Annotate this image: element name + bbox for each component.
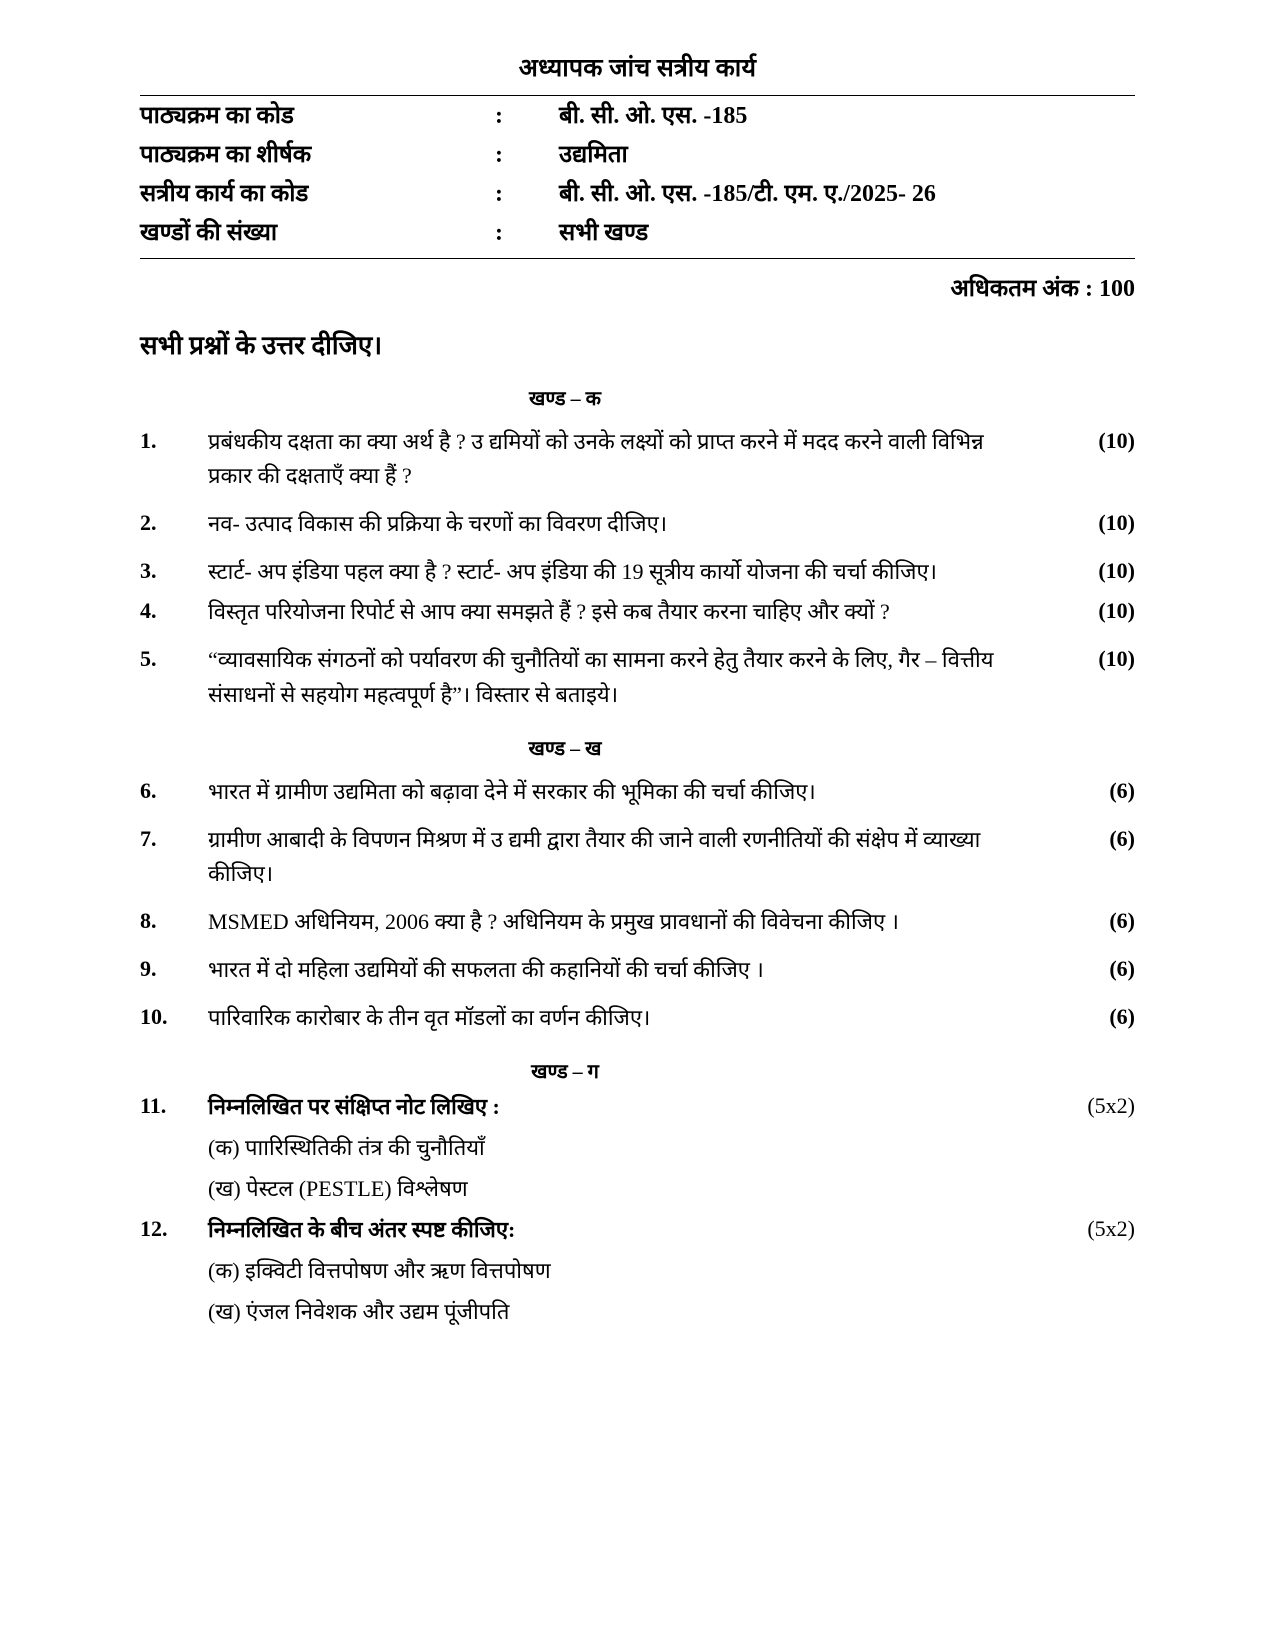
meta-value-course-title: उद्यमिता	[559, 142, 628, 168]
meta-label-assignment-code: सत्रीय कार्य का कोड	[140, 181, 309, 207]
question-marks: (10)	[1098, 428, 1135, 453]
question-text: भारत में ग्रामीण उद्यमिता को बढ़ावा देने में सरकार की भूमिका की चर्चा कीजिए।	[208, 778, 816, 804]
question-list-kha	[140, 775, 1135, 1036]
question-row	[140, 1001, 1135, 1035]
question-number: 12.	[140, 1215, 168, 1241]
question-subitems	[208, 1131, 1135, 1206]
section-heading-kha: खण्ड – ख	[528, 737, 602, 760]
question-text: विस्तृत परियोजना रिपोर्ट से आप क्या समझते हैं ? इसे कब तैयार करना चाहिए और क्यों ?	[208, 599, 890, 625]
question-marks: (5x2)	[1087, 1093, 1135, 1119]
list-item: (ख) एंजल निवेशक और उद्यम पूंजीपति	[208, 1298, 510, 1324]
question-text: MSMED अधिनियम, 2006 क्या है ? अधिनियम के प्रमुख प्रावधानों की विवेचना कीजिए ।	[208, 908, 899, 934]
question-row	[140, 1090, 1135, 1124]
page-title: अध्यापक जांच सत्रीय कार्य	[518, 55, 757, 82]
question-row	[140, 823, 1135, 891]
question-row	[140, 953, 1135, 987]
table-row	[140, 135, 1135, 174]
question-marks: (6)	[1109, 825, 1135, 851]
section-heading-ka: खण्ड – क	[529, 388, 601, 410]
question-text: निम्नलिखित पर संक्षिप्त नोट लिखिए :	[208, 1094, 500, 1120]
question-number: 5.	[140, 646, 157, 672]
meta-label-course-code: पाठ्यक्रम का कोड	[140, 103, 294, 129]
question-row	[140, 507, 1135, 541]
question-text: प्रबंधकीय दक्षता का क्या अर्थ है ? उ द्यमियों को उनके लक्ष्यों को प्राप्त करने में मदद करने वाली विभिन्न प्रकार की दक्षताएँ क्या हैं ?	[208, 429, 984, 489]
meta-colon-course-code: :	[495, 103, 503, 129]
question-list-ka	[140, 425, 1135, 712]
question-marks: (6)	[1109, 1004, 1135, 1030]
question-row	[140, 425, 1135, 493]
question-number: 8.	[140, 907, 157, 933]
question-number: 1.	[140, 428, 157, 453]
question-row	[140, 905, 1135, 939]
section-heading-ga: खण्ड – ग	[531, 1061, 599, 1084]
table-row	[140, 96, 1135, 135]
list-item: (क) पाारिस्थितिकी तंत्र की चुनौतियाँ	[208, 1135, 485, 1161]
list-item: (क) इक्विटी वित्तपोषण और ऋण वित्तपोषण	[208, 1257, 551, 1283]
meta-label-number-of-sections: खण्डों की संख्या	[140, 220, 278, 246]
question-marks: (6)	[1109, 907, 1135, 933]
question-marks: (10)	[1098, 558, 1135, 584]
question-text: नव- उत्पाद विकास की प्रक्रिया के चरणों का विवरण दीजिए।	[208, 511, 668, 537]
question-marks: (6)	[1109, 956, 1135, 982]
question-marks: (10)	[1098, 646, 1135, 672]
meta-value-course-code: बी. सी. ओ. एस. -185	[559, 103, 748, 129]
meta-colon-course-title: :	[495, 142, 503, 168]
instruction-text: सभी प्रश्नों के उत्तर दीजिए।	[140, 331, 383, 360]
question-number: 2.	[140, 510, 157, 536]
meta-label-course-title: पाठ्यक्रम का शीर्षक	[140, 142, 312, 168]
question-list-ga	[140, 1090, 1135, 1329]
header-divider-bottom	[140, 258, 1135, 259]
question-number: 4.	[140, 598, 157, 624]
question-text: पारिवारिक कारोबार के तीन वृत मॉडलों का वर्णन कीजिए।	[208, 1005, 651, 1031]
question-number: 10.	[140, 1004, 168, 1030]
question-number: 3.	[140, 558, 157, 584]
question-text: ग्रामीण आबादी के विपणन मिश्रण में उ द्यमी द्वारा तैयार की जाने वाली रणनीतियों की संक्षेप में व्याख्या कीजिए।	[208, 826, 981, 886]
meta-colon-number-of-sections: :	[495, 220, 503, 246]
question-text: स्टार्ट- अप इंडिया पहल क्या है ? स्टार्ट- अप इंडिया की 19 सूत्रीय कार्यो योजना की चर्चा कीजिए।	[208, 559, 938, 585]
list-item: (ख) पेस्टल (PESTLE) विश्लेषण	[208, 1176, 468, 1202]
table-row	[140, 213, 1135, 252]
course-meta-table	[140, 96, 1135, 252]
question-marks: (6)	[1109, 777, 1135, 803]
question-number: 9.	[140, 956, 157, 982]
question-row	[140, 643, 1135, 711]
meta-value-assignment-code: बी. सी. ओ. एस. -185/टी. एम. ए./2025- 26	[559, 181, 936, 207]
question-number: 7.	[140, 825, 157, 851]
question-text: “व्यावसायिक संगठनों को पर्यावरण की चुनौतियों का सामना करने हेतु तैयार करने के लिए, गैर – वित्तीय संसाधनों से सहयोग महत्वपूर्ण है”। विस्तार से बताइये।	[208, 647, 994, 707]
meta-value-number-of-sections: सभी खण्ड	[559, 220, 649, 246]
question-subitems	[208, 1254, 1135, 1329]
question-marks: (5x2)	[1087, 1215, 1135, 1241]
question-row	[140, 555, 1135, 589]
question-number: 11.	[140, 1093, 167, 1119]
meta-colon-assignment-code: :	[495, 181, 503, 207]
question-marks: (10)	[1098, 510, 1135, 536]
question-row	[140, 595, 1135, 629]
course-meta-body	[140, 96, 1135, 252]
table-row	[140, 174, 1135, 213]
question-row	[140, 1213, 1135, 1247]
question-text: भारत में दो महिला उद्यमियों की सफलता की कहानियों की चर्चा कीजिए ।	[208, 957, 764, 983]
question-text: निम्नलिखित के बीच अंतर स्पष्ट कीजिए:	[208, 1216, 516, 1242]
question-row	[140, 775, 1135, 809]
question-marks: (10)	[1098, 598, 1135, 624]
maximum-marks: अधिकतम अंक : 100	[950, 276, 1135, 302]
question-number: 6.	[140, 777, 157, 803]
